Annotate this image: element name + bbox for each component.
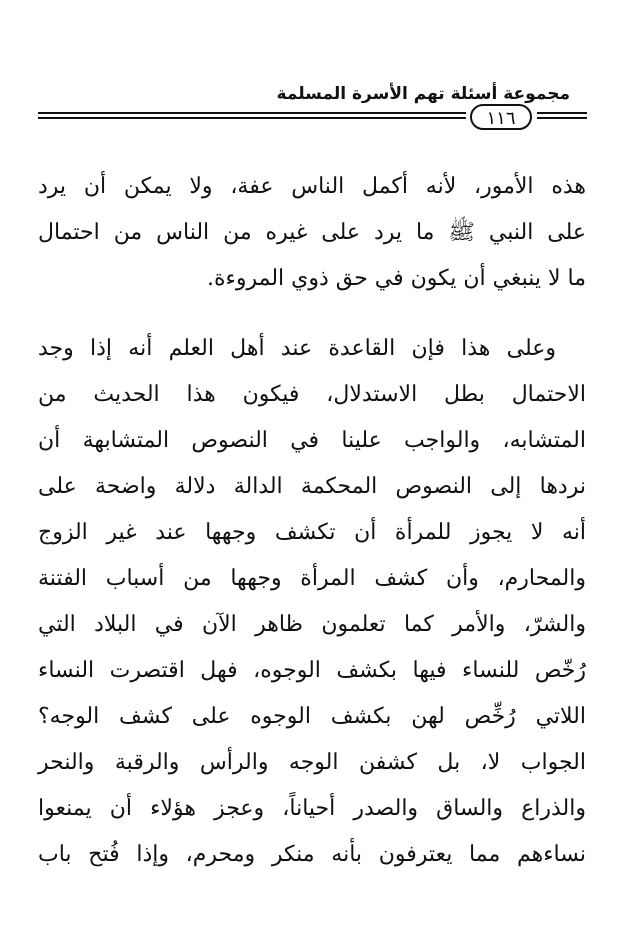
running-title: مجموعة أسئلة تهم الأسرة المسلمة [276, 84, 570, 104]
text-line: ما لا ينبغي أن يكون في حق ذوي المروءة. [207, 266, 586, 291]
text-line: وعلى هذا فإن القاعدة عند أهل العلم أنه إذا وجد [38, 336, 556, 361]
text-line: الجواب لا، بل كشفن الوجه والرأس والرقبة والنحر [38, 750, 586, 775]
paragraph-gap [38, 302, 586, 326]
text-line: هذه الأمور، لأنه أكمل الناس عفة، ولا يمكن أن يرد [38, 174, 586, 199]
header-rule-right-top [537, 112, 587, 114]
text-line: والذراع والساق والصدر أحياناً، وعجز هؤلاء أن يمنعوا [38, 796, 586, 821]
text-line: والشرّ، والأمر كما تعلمون ظاهر الآن في البلاد التي [38, 612, 586, 637]
header-rule-right-bottom [537, 117, 587, 119]
page-number: ١١٦ [470, 104, 532, 130]
paragraph-1 [38, 164, 586, 302]
body-text [38, 164, 586, 878]
paragraph-2 [38, 326, 586, 878]
text-line: اللاتي رُخِّص لهن بكشف الوجوه على كشف الوجه؟ [38, 704, 586, 729]
text-line: أنه لا يجوز للمرأة أن تكشف وجهها عند غير الزوج [38, 520, 586, 545]
text-line: نساءهم مما يعترفون بأنه منكر ومحرم، وإذا فُتح باب [38, 842, 586, 867]
text-line: والمحارم، وأن كشف المرأة وجهها من أسباب الفتنة [38, 566, 586, 591]
header-rule-left-top [38, 112, 466, 114]
text-line: رُخّص للنساء فيها بكشف الوجوه، فهل اقتصرت النساء [38, 658, 586, 683]
header-rule-left-bottom [38, 117, 466, 119]
text-line: المتشابه، والواجب علينا في النصوص المتشابهة أن [38, 428, 586, 453]
text-line: على النبي ﷺ ما يرد على غيره من الناس من احتمال [38, 220, 586, 245]
text-line: نردها إلى النصوص المحكمة الدالة دلالة واضحة على [38, 474, 586, 499]
text-line: الاحتمال بطل الاستدلال، فيكون هذا الحديث من [38, 382, 586, 407]
